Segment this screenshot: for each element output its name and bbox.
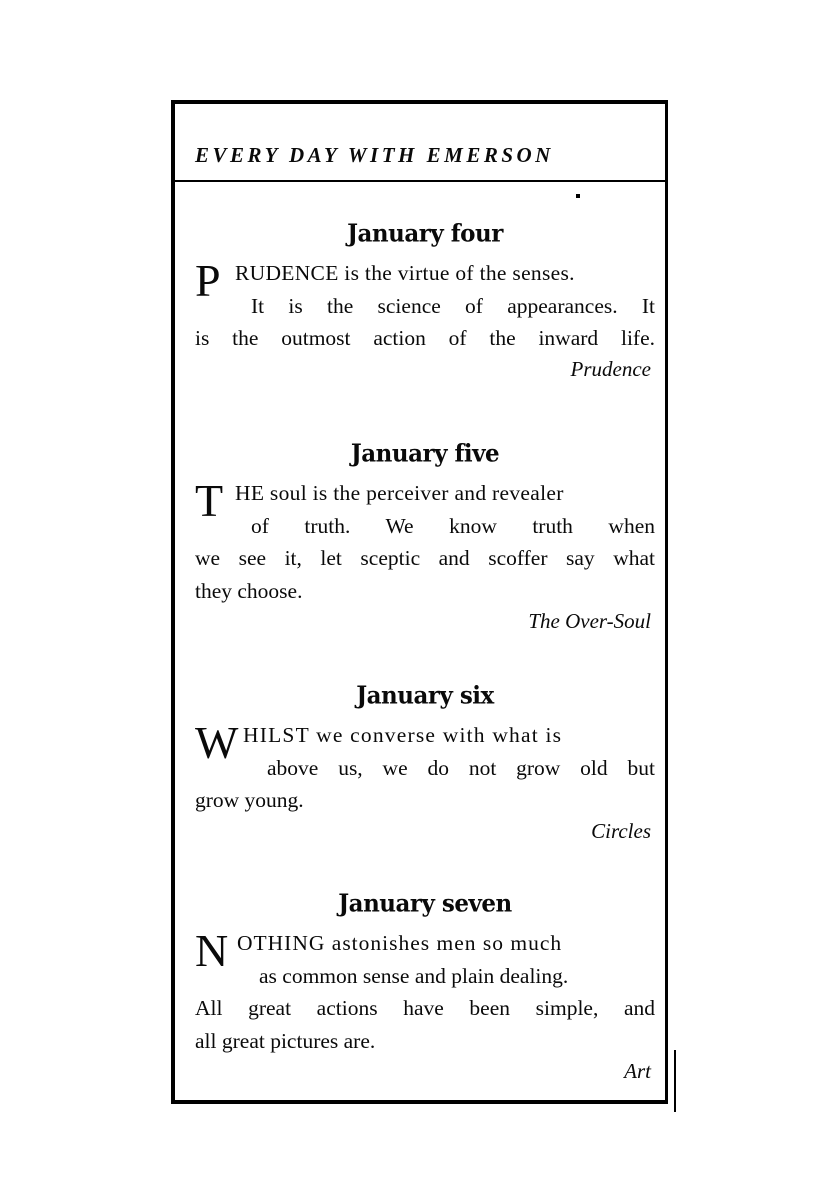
running-head <box>175 104 665 182</box>
drop-cap: T <box>195 475 224 526</box>
entry-quote <box>195 927 655 1057</box>
entry-january-four <box>195 220 655 382</box>
quote-line: is the outmost action of the inward life. <box>195 326 655 350</box>
drop-cap: W <box>195 717 239 768</box>
scan-speck <box>576 194 580 198</box>
quote-line: as common sense and plain dealing. <box>259 963 569 988</box>
running-head-title: EVERY DAY WITH EMERSON <box>195 143 554 167</box>
entry-quote <box>195 477 655 607</box>
entry-january-seven <box>195 890 655 1084</box>
entry-date: January seven <box>338 889 512 918</box>
quote-line: It is the science of appearances. It <box>251 293 655 318</box>
entry-quote <box>195 257 655 355</box>
entry-january-six <box>195 682 655 844</box>
quote-line: All great actions have been simple, and <box>195 996 655 1020</box>
drop-cap: P <box>195 255 221 306</box>
scan-speck <box>674 1050 676 1112</box>
attribution: Circles <box>591 818 651 843</box>
entry-date: January four <box>347 219 503 248</box>
attribution: Prudence <box>570 356 651 381</box>
quote-line: RUDENCE is the virtue of the senses. <box>235 261 575 285</box>
attribution: The Over-Soul <box>528 609 651 633</box>
attribution: Art <box>624 1059 651 1083</box>
quote-line: HILST we converse with what is <box>243 723 563 747</box>
entry-date: January five <box>350 439 500 468</box>
quote-line: all great pictures are. <box>195 1028 376 1053</box>
entry-quote <box>195 719 655 817</box>
quote-line: of truth. We know truth when <box>251 513 655 538</box>
page-frame <box>171 100 668 1104</box>
quote-line: HE soul is the perceiver and revealer <box>235 481 564 505</box>
quote-line: grow young. <box>195 788 304 812</box>
entry-january-five <box>195 440 655 634</box>
quote-line: they choose. <box>195 578 303 603</box>
quote-line: above us, we do not grow old but <box>267 755 655 780</box>
drop-cap: N <box>195 925 229 976</box>
quote-line: OTHING astonishes men so much <box>237 931 563 955</box>
quote-line: we see it, let sceptic and scoffer say what <box>195 546 655 570</box>
entry-date: January six <box>356 681 494 710</box>
